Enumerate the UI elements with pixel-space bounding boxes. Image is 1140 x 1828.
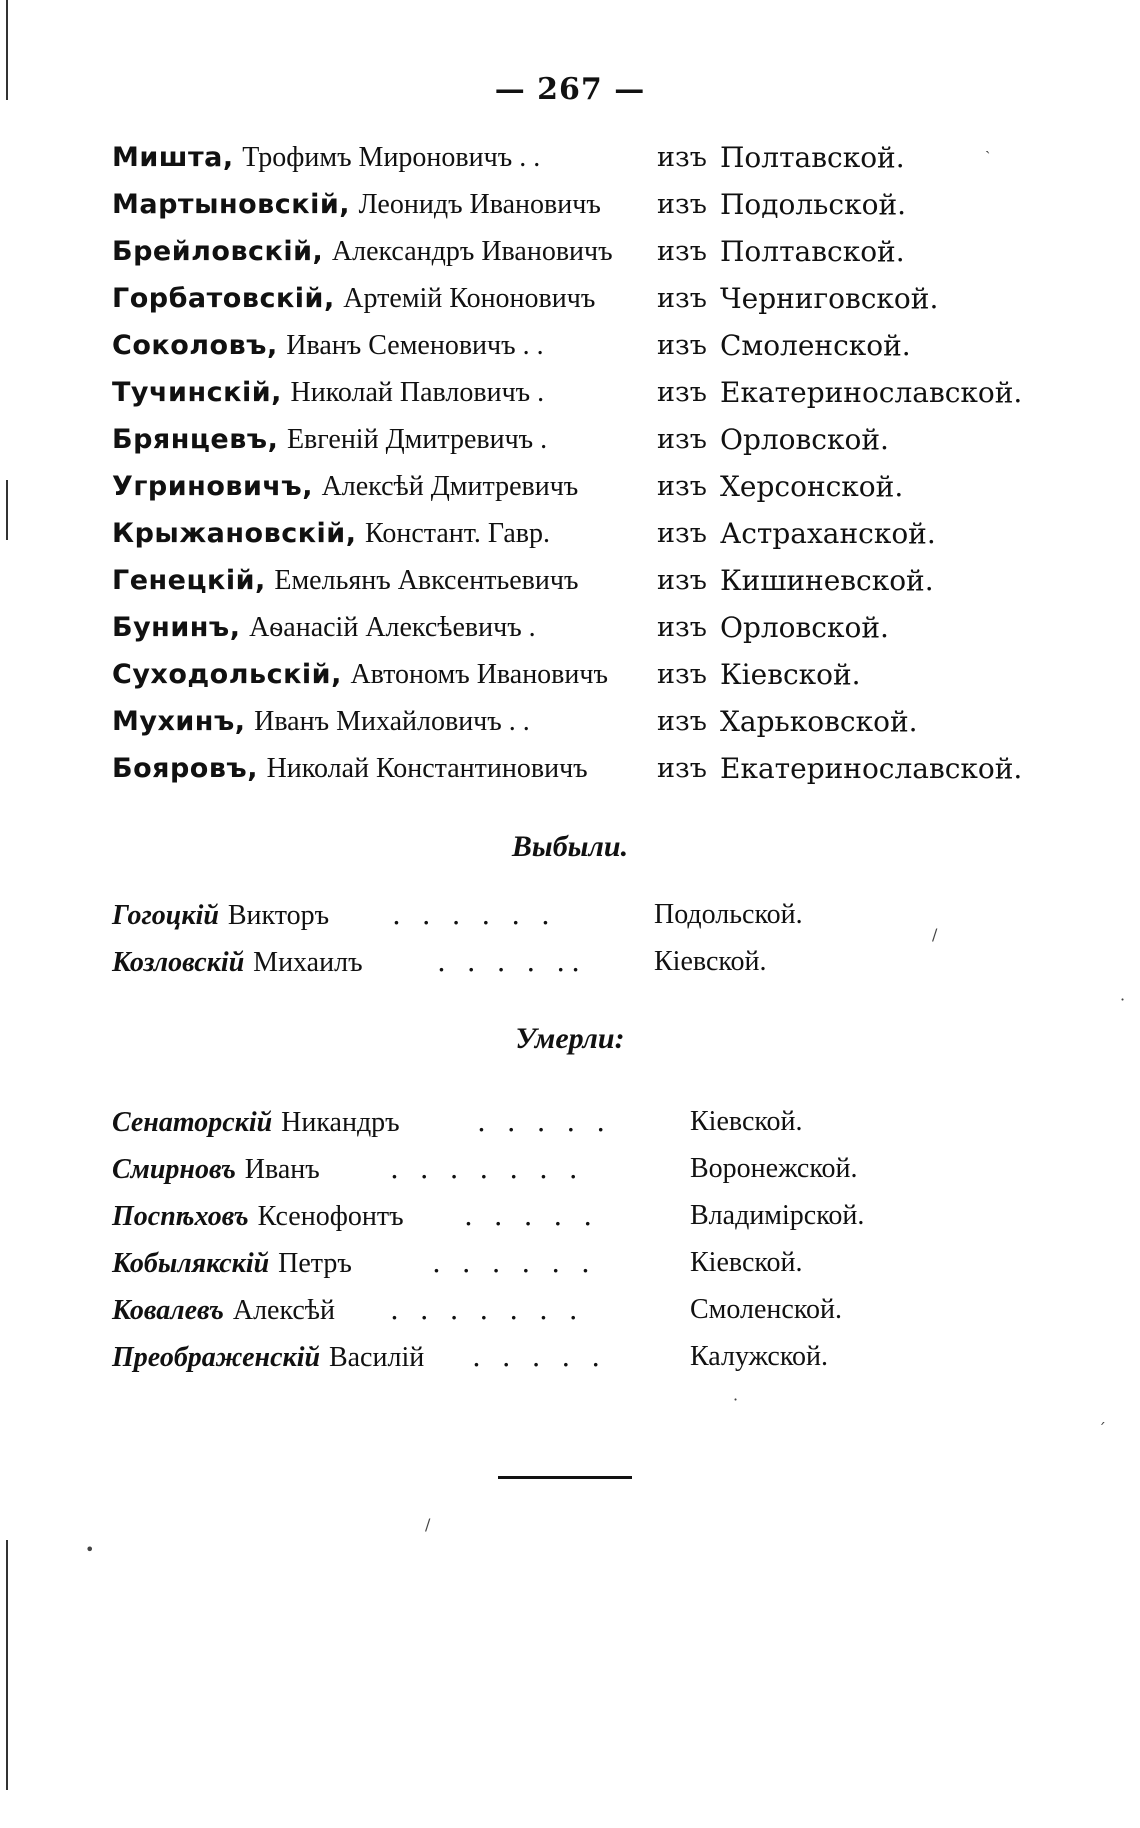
student-prep: изъ xyxy=(657,236,707,267)
student-row xyxy=(112,514,1012,554)
student-surname: Мартыновскій, xyxy=(112,189,351,220)
student-given-name: Леонидъ Ивановичъ xyxy=(358,189,601,220)
student-prep: изъ xyxy=(657,471,707,502)
student-row xyxy=(112,467,1012,507)
leader-dots: . . . . . . . xyxy=(390,1152,584,1185)
student-province: Орловской. xyxy=(720,611,889,644)
student-prep: изъ xyxy=(657,283,707,314)
died-row xyxy=(112,1102,1012,1142)
student-surname: Бунинъ, xyxy=(112,612,241,643)
student-province: Подольской. xyxy=(720,188,907,221)
died-surname: Смирновъ xyxy=(112,1154,236,1185)
student-row xyxy=(112,655,1012,695)
student-prep: изъ xyxy=(657,612,707,643)
died-row xyxy=(112,1243,1012,1283)
student-surname: Мишта, xyxy=(112,142,234,173)
left-given-name: Михаилъ xyxy=(253,947,363,978)
student-province: Черниговской. xyxy=(720,282,939,315)
student-given-name: Иванъ Михайловичъ xyxy=(254,706,502,737)
student-given-name: Артемій Кононовичъ xyxy=(343,283,596,314)
student-leader-dots: . . xyxy=(515,330,544,361)
student-province: Астраханской. xyxy=(720,517,936,550)
student-prep: изъ xyxy=(657,706,707,737)
print-speck: ˎ xyxy=(985,135,991,154)
student-given-name: Николай Павловичъ xyxy=(290,377,531,408)
died-given-name: Василій xyxy=(328,1342,425,1373)
student-province: Кишиневской. xyxy=(720,564,934,597)
died-province: Кіевской. xyxy=(690,1106,803,1137)
student-province: Орловской. xyxy=(720,423,889,456)
died-given-name: Никандръ xyxy=(281,1107,400,1138)
leader-dots: . . . . . . xyxy=(432,1246,596,1279)
student-province: Полтавской. xyxy=(720,141,905,174)
print-speck: ˊ xyxy=(1098,1420,1106,1439)
died-row xyxy=(112,1290,1012,1330)
student-province: Екатеринославской. xyxy=(720,376,1023,409)
student-surname: Мухинъ, xyxy=(112,706,246,737)
student-row xyxy=(112,561,1012,601)
student-province: Смоленской. xyxy=(720,329,911,362)
student-given-name: Емельянъ Авксентьевичъ xyxy=(274,565,579,596)
student-province: Кіевской. xyxy=(720,658,861,691)
closing-rule xyxy=(498,1476,632,1479)
page-edge-shadow-middle xyxy=(6,480,8,540)
student-leader-dots: . xyxy=(530,377,545,408)
died-row xyxy=(112,1337,1012,1377)
print-speck: / xyxy=(932,925,938,944)
leader-dots: . . . . . . . xyxy=(390,1293,584,1326)
left-surname: Гогоцкій xyxy=(112,900,219,931)
leader-dots: . . . . . xyxy=(464,1199,599,1232)
student-row xyxy=(112,138,1012,178)
print-speck: · xyxy=(733,1390,739,1409)
student-surname: Брянцевъ, xyxy=(112,424,279,455)
student-given-name: Иванъ Семеновичъ xyxy=(286,330,516,361)
student-given-name: Трофимъ Мироновичъ xyxy=(242,142,513,173)
print-speck: · xyxy=(1120,990,1126,1009)
page-edge-shadow-bottom xyxy=(6,1540,8,1790)
print-speck: • xyxy=(85,1540,95,1559)
leader-dots: . . . . .. xyxy=(437,945,587,978)
died-province: Кіевской. xyxy=(690,1247,803,1278)
student-province: Херсонской. xyxy=(720,470,904,503)
left-row xyxy=(112,942,1012,982)
student-given-name: Автономъ Ивановичъ xyxy=(350,659,608,690)
leader-dots: . . . . . xyxy=(472,1340,607,1373)
student-given-name: Александръ Ивановичъ xyxy=(331,236,613,267)
left-province: Подольской. xyxy=(654,899,803,930)
died-row xyxy=(112,1196,1012,1236)
student-prep: изъ xyxy=(657,753,707,784)
student-given-name: Аѳанасій Алексѣевичъ xyxy=(249,612,522,643)
student-given-name: Евгеній Дмитревичъ xyxy=(286,424,534,455)
leader-dots: . . . . . xyxy=(477,1105,612,1138)
died-given-name: Ксенофонтъ xyxy=(257,1201,404,1232)
student-surname: Угриновичъ, xyxy=(112,471,313,502)
died-given-name: Алексѣй xyxy=(232,1295,335,1326)
died-given-name: Петръ xyxy=(278,1248,352,1279)
student-prep: изъ xyxy=(657,377,707,408)
left-province: Кіевской. xyxy=(654,946,767,977)
died-surname: Поспѣховъ xyxy=(112,1201,249,1232)
student-prep: изъ xyxy=(657,565,707,596)
student-prep: изъ xyxy=(657,189,707,220)
student-row xyxy=(112,702,1012,742)
died-province: Смоленской. xyxy=(690,1294,843,1325)
student-row xyxy=(112,232,1012,272)
student-surname: Крыжановскій, xyxy=(112,518,357,549)
student-leader-dots: . . xyxy=(512,142,541,173)
student-prep: изъ xyxy=(657,142,707,173)
died-province: Владимірской. xyxy=(690,1200,865,1231)
student-prep: изъ xyxy=(657,659,707,690)
section-heading-died: Умерли: xyxy=(515,1022,625,1055)
left-row xyxy=(112,895,1012,935)
student-province: Харьковской. xyxy=(720,705,918,738)
died-surname: Преображенскій xyxy=(112,1342,321,1373)
print-speck: / xyxy=(425,1515,431,1534)
died-surname: Кобылякскій xyxy=(112,1248,270,1279)
student-row xyxy=(112,749,1023,789)
student-province: Екатеринославской. xyxy=(720,752,1023,785)
died-surname: Ковалевъ xyxy=(112,1295,224,1326)
student-prep: изъ xyxy=(657,330,707,361)
left-surname: Козловскій xyxy=(112,947,245,978)
student-row xyxy=(112,608,1012,648)
student-given-name: Алексѣй Дмитревичъ xyxy=(321,471,579,502)
leader-dots: . . . . . . xyxy=(392,898,556,931)
student-leader-dots: . xyxy=(533,424,548,455)
student-surname: Суходольскій, xyxy=(112,659,342,690)
died-province: Воронежской. xyxy=(690,1153,858,1184)
student-given-name: Констант. Гавр. xyxy=(365,518,550,549)
student-given-name: Николай Константиновичъ xyxy=(266,753,588,784)
student-prep: изъ xyxy=(657,424,707,455)
student-prep: изъ xyxy=(657,518,707,549)
student-row xyxy=(112,279,1012,319)
student-surname: Тучинскій, xyxy=(112,377,282,408)
student-surname: Генецкій, xyxy=(112,565,266,596)
student-row xyxy=(112,185,1012,225)
student-row xyxy=(112,326,1012,366)
page-number: — 267 — xyxy=(494,72,646,107)
student-province: Полтавской. xyxy=(720,235,905,268)
student-surname: Горбатовскій, xyxy=(112,283,335,314)
section-heading-left: Выбыли. xyxy=(511,830,629,863)
left-given-name: Викторъ xyxy=(227,900,330,931)
student-leader-dots: . . xyxy=(501,706,530,737)
died-surname: Сенаторскій xyxy=(112,1107,273,1138)
student-leader-dots: . xyxy=(521,612,536,643)
died-row xyxy=(112,1149,1012,1189)
died-province: Калужской. xyxy=(690,1341,829,1372)
student-surname: Соколовъ, xyxy=(112,330,278,361)
student-row xyxy=(112,373,1023,413)
died-given-name: Иванъ xyxy=(244,1154,320,1185)
student-row xyxy=(112,420,1012,460)
student-surname: Бояровъ, xyxy=(112,753,258,784)
student-surname: Брейловскій, xyxy=(112,236,324,267)
